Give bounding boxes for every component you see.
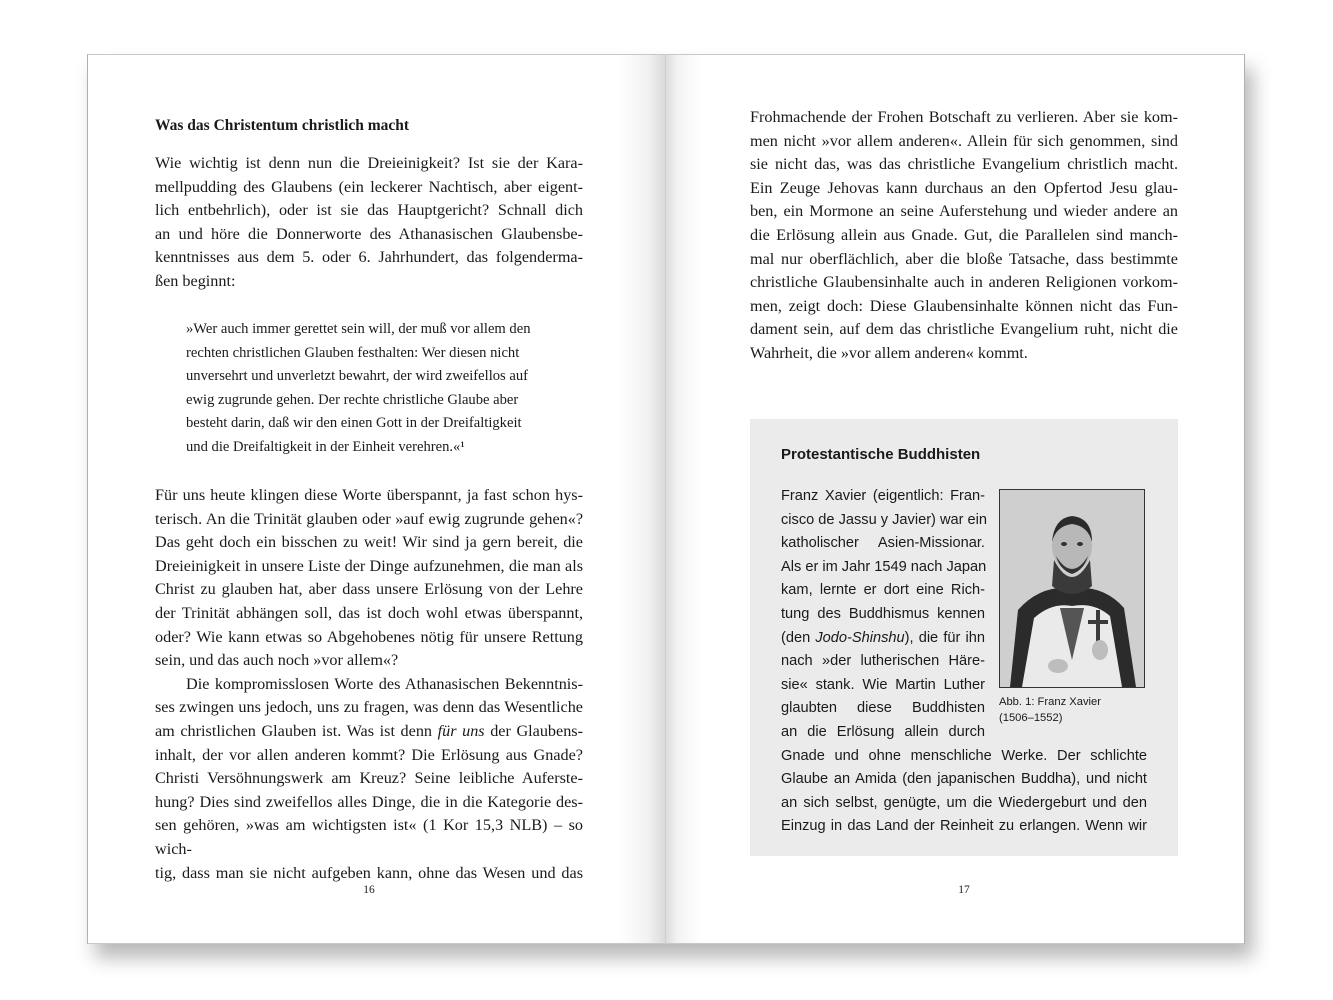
box-line: nach »der lutherischen Häre- bbox=[781, 653, 985, 670]
portrait-image bbox=[999, 489, 1145, 688]
right-page bbox=[666, 54, 1245, 944]
text-line: sein, und das auch noch »vor allem«? bbox=[155, 651, 399, 670]
text-line: men, zeigt doch: Diese Glaubensinhalte können nicht das Fun- bbox=[750, 296, 1178, 315]
text-line: Christi Versöhnungswerk am Kreuz? Seine leibliche Auferste- bbox=[155, 769, 583, 788]
box-line: Glaube an Amida (den japanischen Buddha), und nicht bbox=[781, 771, 1147, 788]
text-line: Christ zu glauben hat, aber dass unsere Erlösung von der Lehre bbox=[155, 580, 583, 599]
text-fragment: ), die für ihn bbox=[904, 629, 986, 646]
text-line: terisch. An die Trinität glauben oder »auf ewig zugrunde gehen«? bbox=[155, 509, 583, 528]
caption-line: (1506–1552) bbox=[999, 712, 1063, 724]
text-fragment: der Glaubens- bbox=[484, 721, 583, 740]
text-line: dament sein, auf dem das christliche Evangelium ruht, nicht die bbox=[750, 320, 1178, 339]
text-line: sen gehören, »was am wichtigsten ist« (1 Kor 15,3 NLB) – so wich- bbox=[155, 816, 583, 858]
left-paragraph-2 bbox=[155, 484, 583, 885]
text-line: christliche Glaubensinhalte auch in anderen Religionen vorkom- bbox=[750, 273, 1178, 292]
text-line: ses zwingen uns jedoch, uns zu fragen, was denn das Wesentliche bbox=[155, 698, 583, 717]
text-line: die Erlösung allein aus Gnade. Gut, die Parallelen sind manch- bbox=[750, 225, 1178, 244]
quote-line: und die Dreifaltigkeit in der Einheit verehren.«¹ bbox=[186, 438, 465, 455]
emphasis: Jodo-Shinshu bbox=[815, 629, 905, 646]
text-line: Wie wichtig ist denn nun die Dreieinigkeit? Ist sie der Kara- bbox=[155, 154, 583, 172]
box-line bbox=[781, 627, 985, 651]
text-line: lich entbehrlich), oder ist sie das Hauptgericht? Schnall dich bbox=[155, 201, 583, 220]
box-line: Einzug in das Land der Reinheit zu erlangen. Wenn wir bbox=[781, 818, 1147, 835]
text-line: der Trinität abhängen soll, das ist doch wohl etwas überspannt, bbox=[155, 603, 583, 622]
figure-caption bbox=[999, 694, 1101, 726]
box-line: Franz Xavier (eigentlich: Fran- bbox=[781, 488, 985, 504]
box-line: katholischer Asien-Missionar. bbox=[781, 535, 985, 552]
page-number: 17 bbox=[958, 884, 970, 896]
box-line: cisco de Jassu y Javier) war ein bbox=[781, 511, 988, 528]
text-line: oder? Wie kann etwas so Abgehobenes nötig für unsere Rettung bbox=[155, 627, 583, 646]
section-heading: Was das Christentum christlich macht bbox=[155, 117, 410, 134]
text-line: kenntnisses aus dem 5. oder 6. Jahrhundert, das folgenderma- bbox=[155, 248, 583, 267]
box-line: sie« stank. Wie Martin Luther bbox=[781, 676, 985, 693]
text-line: an und höre die Donnerworte des Athanasischen Glaubensbe- bbox=[155, 224, 583, 243]
emphasis: für uns bbox=[437, 721, 485, 740]
box-line: kam, lernte er dort eine Rich- bbox=[781, 582, 985, 599]
quote-line: besteht darin, daß wir den einen Gott in der Dreifaltigkeit bbox=[186, 415, 522, 432]
text-line: inhalt, der vor allen anderen kommt? Die Erlösung aus Gnade? bbox=[155, 745, 583, 764]
page-number: 16 bbox=[363, 884, 375, 896]
text-line: hung? Dies sind zweifellos alles Dinge, die in die Kategorie des- bbox=[155, 792, 583, 811]
text-line: ßen beginnt: bbox=[155, 271, 236, 290]
box-line: Als er im Jahr 1549 nach Japan bbox=[781, 558, 987, 575]
quote-line: »Wer auch immer gerettet sein will, der muß vor allem den bbox=[186, 321, 531, 337]
text-line: mellpudding des Glaubens (ein leckerer Nachtisch, aber eigent- bbox=[155, 177, 583, 196]
box-line: tung des Buddhismus kennen bbox=[781, 605, 985, 622]
right-paragraph bbox=[750, 106, 1178, 366]
text-line: men nicht »vor allem anderen«. Allein für sich genommen, sind bbox=[750, 131, 1178, 150]
text-line: mal nur oberflächlich, aber die bloße Tatsache, dass bestimmte bbox=[750, 249, 1178, 268]
text-line: Für uns heute klingen diese Worte überspannt, ja fast schon hys- bbox=[155, 486, 583, 504]
quote-line: ewig zugrunde gehen. Der rechte christliche Glaube aber bbox=[186, 391, 519, 408]
box-title: Protestantische Buddhisten bbox=[781, 446, 981, 463]
text-line: Wahrheit, die »vor allem anderen« kommt. bbox=[750, 343, 1028, 362]
caption-line: Abb. 1: Franz Xavier bbox=[999, 696, 1101, 708]
text-fragment: am christlichen Glauben ist. Was ist denn bbox=[155, 721, 438, 740]
text-line: Die kompromisslosen Worte des Athanasischen Bekenntnis- bbox=[186, 674, 583, 693]
book-spread bbox=[87, 54, 1245, 944]
quote-line: unversehrt und unverletzt bewahrt, der wird zweifellos auf bbox=[186, 368, 529, 385]
text-line bbox=[155, 720, 583, 744]
portrait-drawing bbox=[1000, 490, 1144, 687]
box-line: an die Erlösung allein durch bbox=[781, 723, 985, 740]
creed-quote bbox=[186, 318, 552, 460]
text-line: Ein Zeuge Jehovas kann durchaus an den Opfertod Jesu glau- bbox=[750, 178, 1178, 197]
text-line: ben, ein Mormone an seine Auferstehung und wieder andere an bbox=[750, 202, 1178, 221]
sidebar-box bbox=[750, 419, 1178, 856]
text-line: tig, dass man sie nicht aufgeben kann, ohne das Wesen und das bbox=[155, 863, 583, 882]
text-line: Das geht doch ein bisschen zu weit! Wir sind ja gern bereit, die bbox=[155, 533, 583, 552]
left-page bbox=[87, 54, 666, 944]
text-line: Dreieinigkeit in unsere Liste der Dinge aufzunehmen, die man als bbox=[155, 556, 583, 575]
text-line: sie nicht das, was das christliche Evangelium christlich macht. bbox=[750, 155, 1178, 174]
text-line: Frohmachende der Frohen Botschaft zu verlieren. Aber sie kom- bbox=[750, 108, 1178, 126]
box-line: an sich selbst, genügte, um die Wiedergeburt und den bbox=[781, 794, 1147, 811]
left-paragraph-1 bbox=[155, 152, 583, 294]
box-line: Gnade und ohne menschliche Werke. Der schlichte bbox=[781, 747, 1147, 764]
quote-line: rechten christlichen Glauben festhalten: Wer diesen nicht bbox=[186, 344, 520, 361]
text-fragment: (den bbox=[781, 629, 816, 646]
box-line: glaubten diese Buddhisten bbox=[781, 700, 985, 717]
